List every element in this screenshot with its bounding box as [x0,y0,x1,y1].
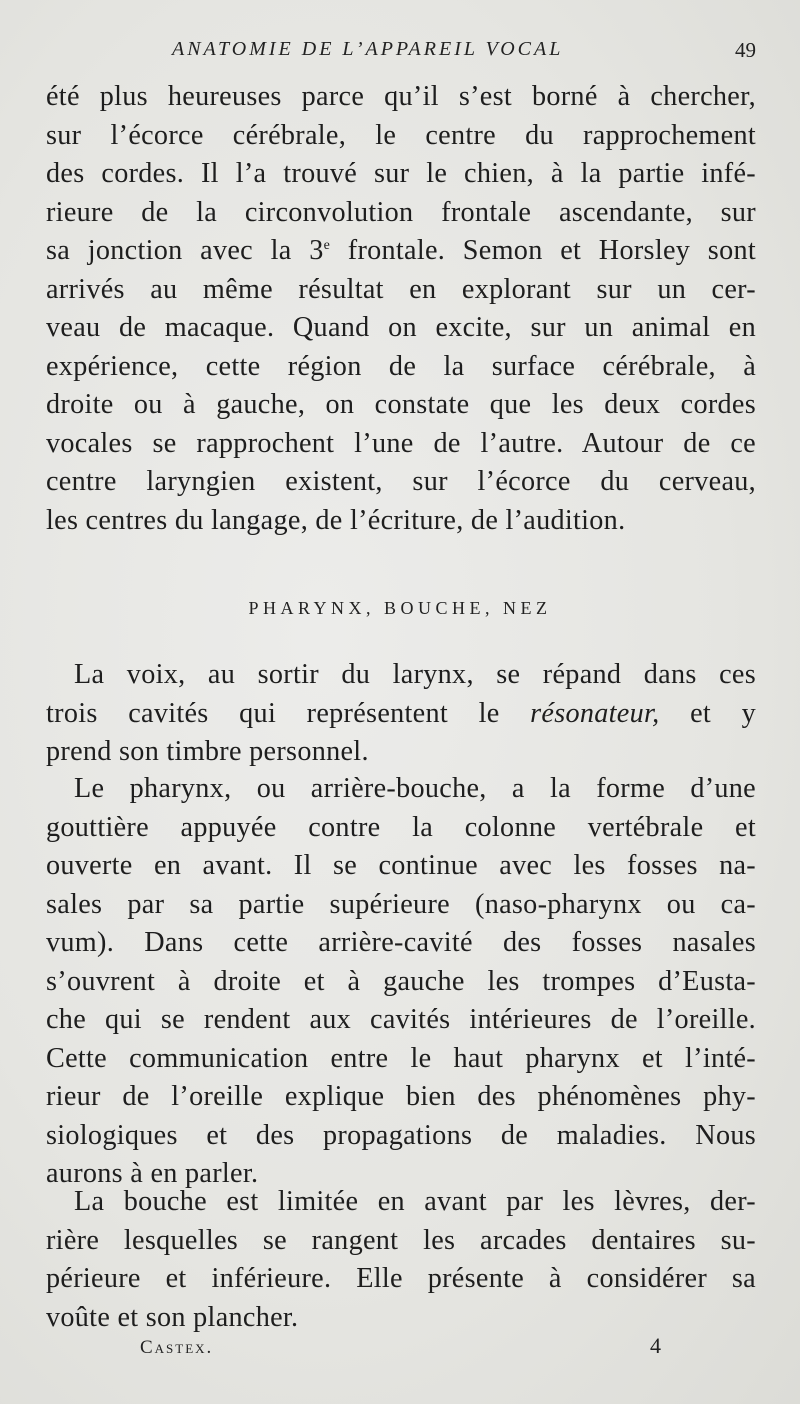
text-line: expérience, cette région de la surface cérébrale, à [46,350,756,382]
text-line: droite ou à gauche, on constate que les deux cordes [46,389,756,420]
text-line: ouverte en avant. Il se continue avec les fosses na- [46,850,756,881]
text-line: veau de macaque. Quand on excite, sur un animal en [46,312,756,343]
text-line: Cette communication entre le haut pharynx et l’inté- [46,1042,756,1074]
text-line: aurons à en parler. [46,1158,259,1189]
text-line-with-superscript [46,232,756,271]
text-fragment: et y [659,697,756,729]
text-line: arrivés au même résultat en explorant sur un cer- [46,273,756,305]
text-line: Le pharynx, ou arrière-bouche, a la forme d’une [74,773,756,804]
sheet-number: 4 [650,1333,661,1358]
text-line: rieur de l’oreille explique bien des phénomènes phy- [46,1081,756,1112]
paragraph-pharynx [46,770,756,1194]
text-line: des cordes. Il l’a trouvé sur le chien, à la partie infé- [46,158,756,189]
superscript: e [323,238,331,253]
text-line: rière lesquelles se rangent les arcades dentaires su- [46,1224,756,1256]
text-line: sur l’écorce cérébrale, le centre du rapprochement [46,119,756,151]
text-line: gouttière appuyée contre la colonne vertébrale et [46,811,756,843]
text-line: voûte et son plancher. [46,1301,299,1333]
page-number: 49 [735,38,756,62]
running-head [0,38,800,66]
text-line: s’ouvrent à droite et à gauche les trompes d’Eusta- [46,965,756,997]
text-fragment: trois cavités qui représentent le [46,697,531,729]
text-line: siologiques et des propagations de maladies. Nous [46,1119,756,1151]
text-line: prend son timbre personnel. [46,736,369,767]
paragraph-voice [46,656,756,772]
text-line: sales par sa partie supérieure (naso-pharynx ou ca- [46,888,756,920]
italic-term: résonateur, [530,697,660,729]
page-footer [0,1333,800,1367]
text-line: vum). Dans cette arrière-cavité des fosses nasales [46,927,756,958]
section-heading: PHARYNX, BOUCHE, NEZ [248,598,552,618]
text-line: les centres du langage, de l’écriture, de l’audition. [46,504,626,536]
text-line: centre laryngien existent, sur l’écorce du cerveau, [46,466,756,497]
text-line: vocales se rapprochent l’une de l’autre. Autour de ce [46,427,756,459]
running-title: ANATOMIE DE L’APPAREIL VOCAL [172,38,564,60]
text-fragment: frontale. Semon et Horsley sont [330,235,756,266]
text-line-with-italic [46,695,756,734]
text-fragment: sa jonction avec la 3 [46,235,324,266]
text-line: La voix, au sortir du larynx, se répand dans ces [74,659,756,690]
text-line: rieure de la circonvolution frontale ascendante, sur [46,196,756,228]
text-line: La bouche est limitée en avant par les lèvres, der- [74,1186,756,1217]
paragraph-continuation [46,78,756,540]
signature-mark: Castex. [140,1337,214,1358]
text-line: été plus heureuses parce qu’il s’est borné à chercher, [46,81,756,112]
text-line: périeure et inférieure. Elle présente à considérer sa [46,1263,756,1294]
paragraph-mouth [46,1183,756,1337]
text-line: che qui se rendent aux cavités intérieures de l’oreille. [46,1004,756,1035]
